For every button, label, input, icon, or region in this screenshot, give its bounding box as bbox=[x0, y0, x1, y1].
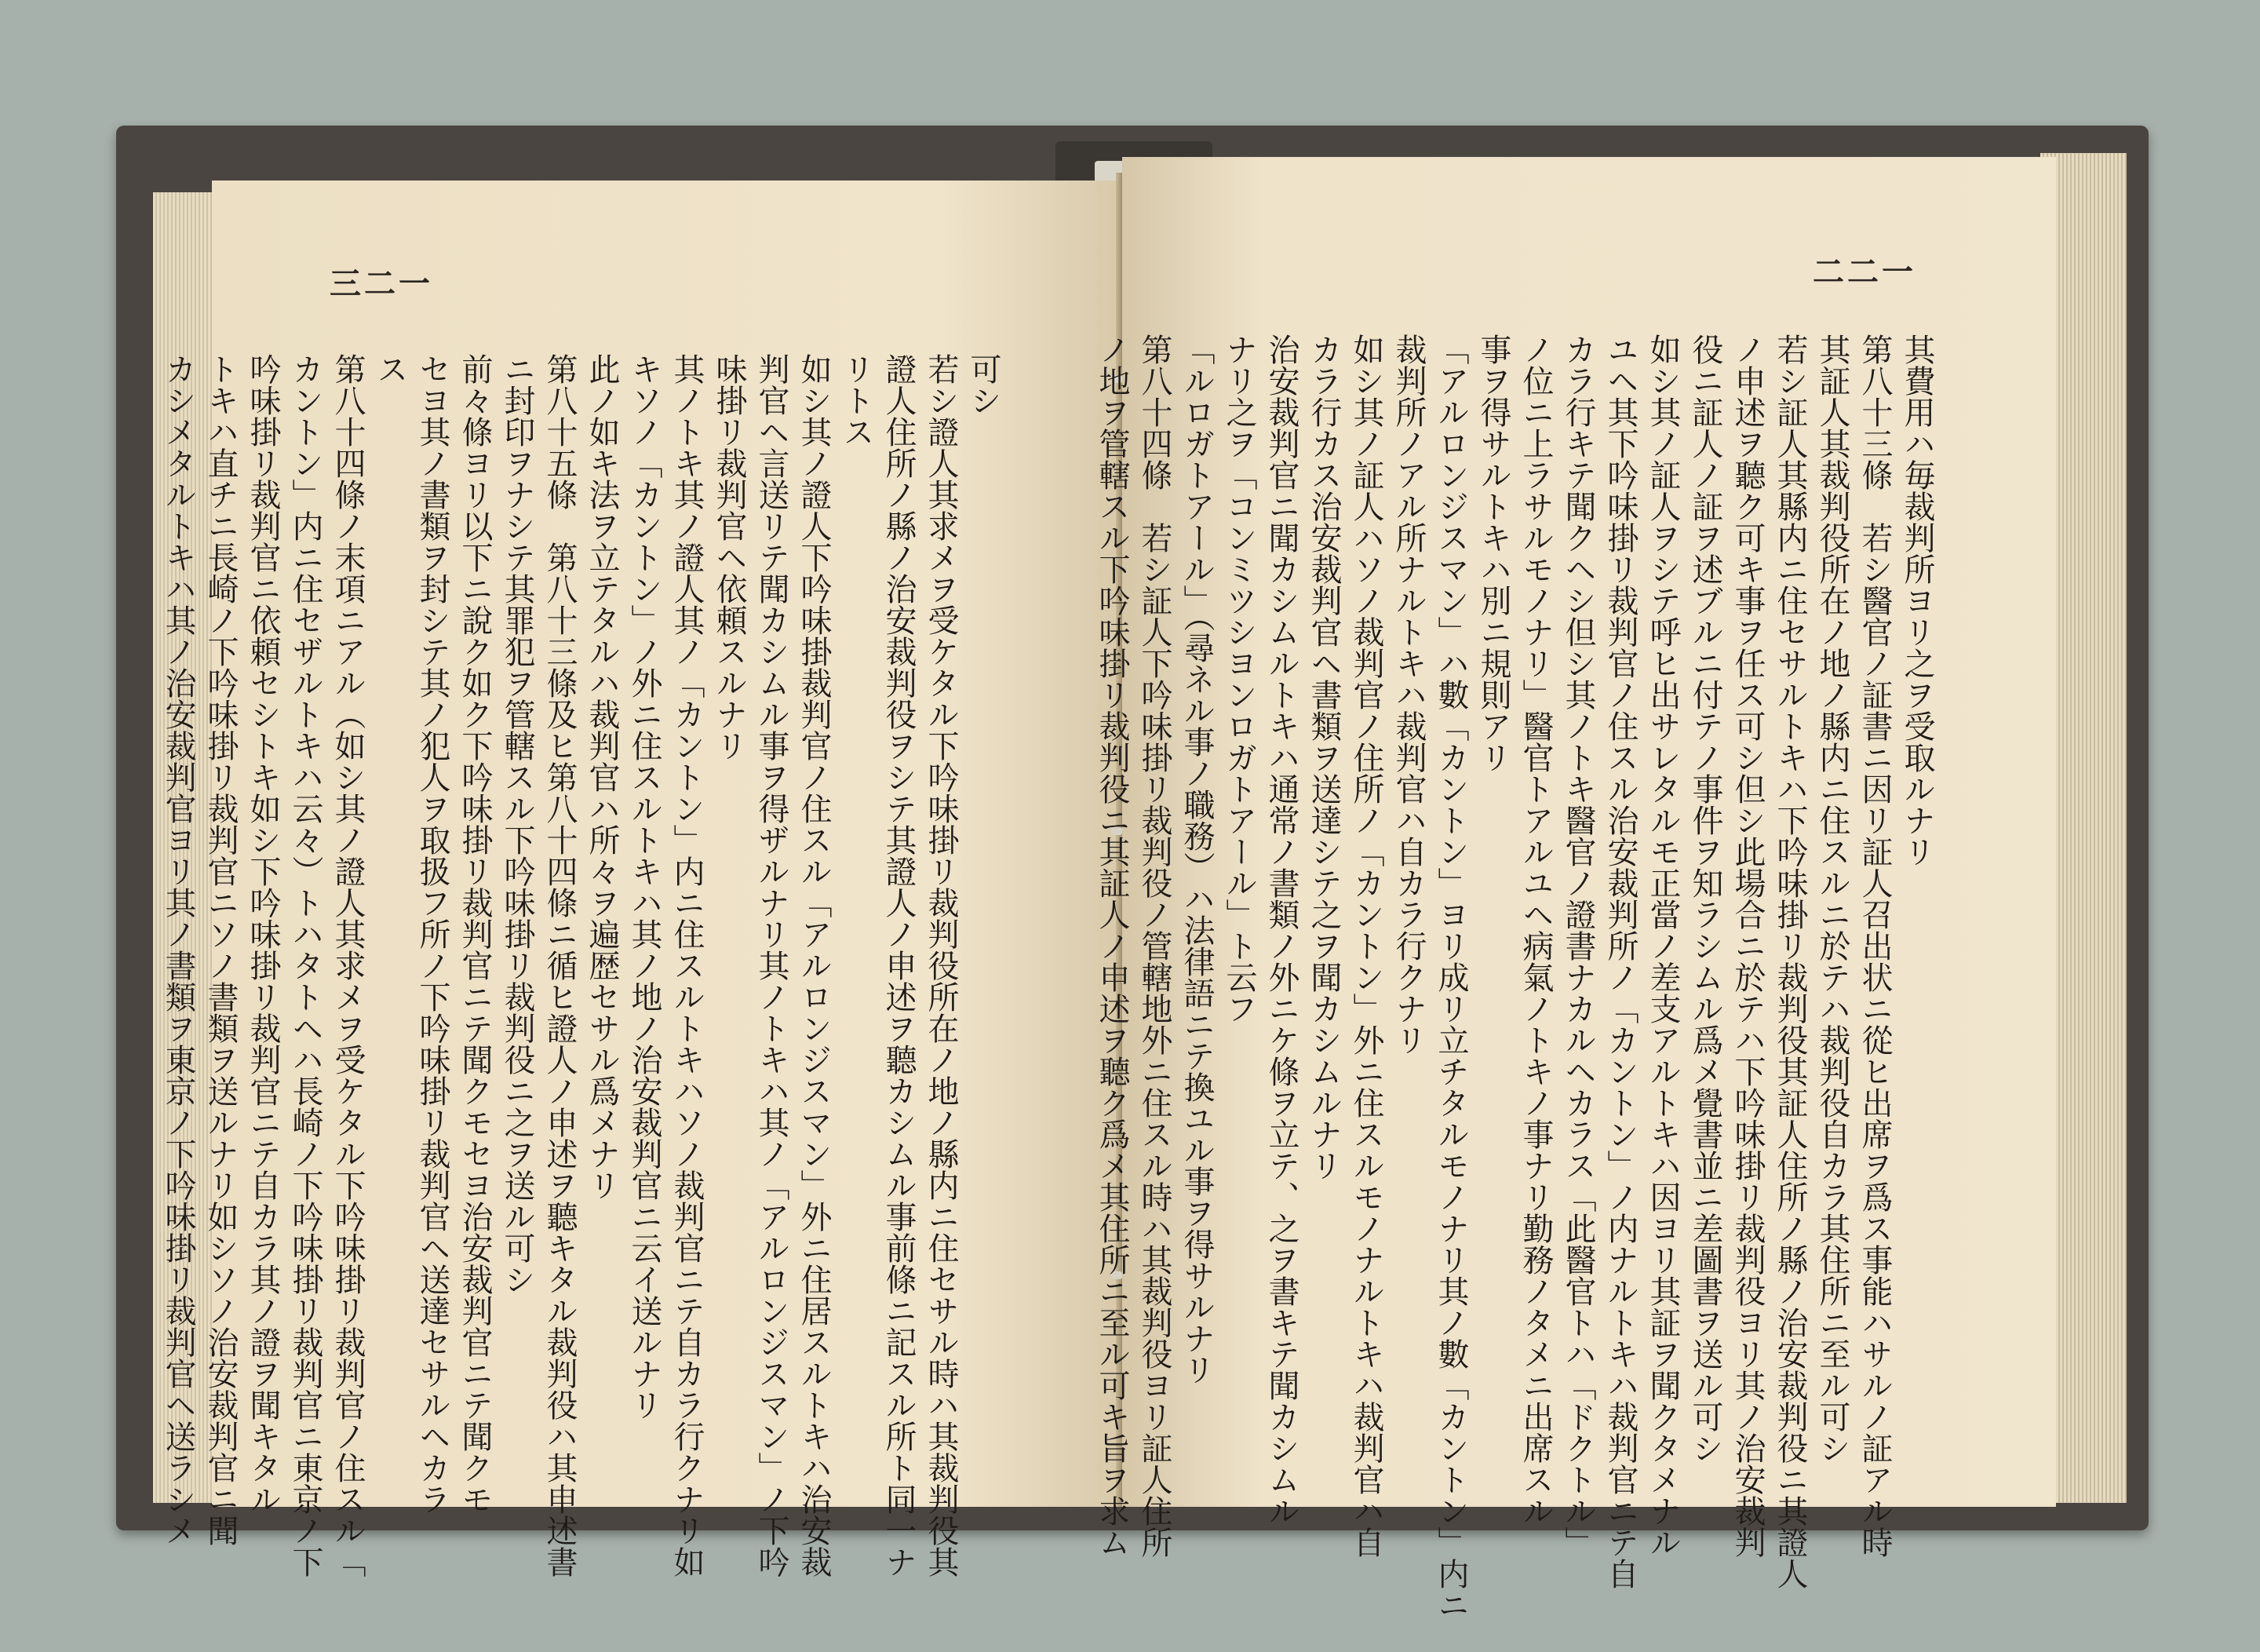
text-column: 裁判所ノアル所ナルトキハ裁判官ハ自カラ行クナリ bbox=[1391, 334, 1427, 1056]
text-column: 證人住所ノ縣ノ治安裁判役ヲシテ其證人ノ申述ヲ聽カシムル事前條ニ記スル所ト同一ナ bbox=[880, 353, 917, 1577]
text-column: 判官ヘ言送リテ聞カシムル事ヲ得ザルナリ其ノトキハ其ノ「アルロンジスマン」ノ下吟 bbox=[753, 353, 789, 1577]
text-column: 其費用ハ毎裁判所ヨリ之ヲ受取ルナリ bbox=[1899, 334, 1935, 867]
text-column: カラ行カス治安裁判官ヘ書類ヲ送達シテ之ヲ聞カシムルナリ bbox=[1306, 334, 1342, 1181]
text-column: セヨ其ノ書類ヲ封シテ其ノ犯人ヲ取扱フ所ノ下吟味掛リ裁判官ヘ送達セサルヘカラ bbox=[414, 353, 450, 1515]
text-column: 第八十四條 若シ証人下吟味掛リ裁判役ノ管轄地外ニ住スル時ハ其裁判役ヨリ証人住所 bbox=[1136, 334, 1172, 1558]
text-column: カシメタルトキハ其ノ治安裁判官ヨリ其ノ書類ヲ東京ノ下吟味掛リ裁判官ヘ送ラシメ bbox=[160, 353, 196, 1546]
text-column: ス bbox=[372, 353, 408, 385]
text-column: 此ノ如キ法ヲ立テタルハ裁判官ハ所々ヲ遍歴セサル爲メナリ bbox=[584, 353, 620, 1201]
text-column: ノ地ヲ管轄スル下吟味掛リ裁判役ニ其証人ノ申述ヲ聽ク爲メ其住所ニ至ル可キ旨ヲ求ム bbox=[1094, 334, 1130, 1558]
text-column: トキハ直チニ長崎ノ下吟味掛リ裁判官ニソノ書類ヲ送ルナリ如シソノ治安裁判官ニ聞 bbox=[202, 353, 239, 1546]
left-page-number: 三二一 bbox=[330, 265, 433, 302]
text-column: カントン」内ニ住セザルトキハ云々）トハタトヘハ長崎ノ下吟味掛リ裁判官ニ東京ノ下 bbox=[287, 353, 323, 1577]
text-column: 事ヲ得サルトキハ別ニ規則アリ bbox=[1475, 334, 1511, 773]
text-column: 前々條ヨリ以下ニ說ク如ク下吟味掛リ裁判官ニテ聞クモセヨ治安裁判官ニテ聞クモ bbox=[457, 353, 493, 1515]
text-column: 如シ其ノ証人ハソノ裁判官ノ住所ノ「カントン」外ニ住スルモノナルトキハ裁判官ハ自 bbox=[1348, 334, 1384, 1558]
text-column: 可シ bbox=[965, 353, 1001, 416]
text-column: 治安裁判官ニ聞カシムルトキハ通常ノ書類ノ外ニケ條ヲ立テ、之ヲ書キテ聞カシムル bbox=[1263, 334, 1300, 1526]
text-column: カラ行キテ聞クヘシ但シ其ノトキ醫官ノ證書ナカルヘカラス「此醫官トハ「ドクトル」 bbox=[1560, 334, 1596, 1558]
text-column: ニ封印ヲナシテ其罪犯ヲ管轄スル下吟味掛リ裁判役ニ之ヲ送ル可シ bbox=[499, 353, 535, 1295]
text-column: ノ位ニ上ラサルモノナリ」醫官トアルユヘ病氣ノトキノ事ナリ勤務ノタメニ出席スル bbox=[1518, 334, 1554, 1526]
text-column: 其ノトキ其ノ證人其ノ「カントン」内ニ住スルトキハソノ裁判官ニテ自カラ行クナリ如 bbox=[669, 353, 705, 1577]
text-column: 其証人其裁判役所在ノ地ノ縣内ニ住スルニ於テハ裁判役自カラ其住所ニ至ル可シ bbox=[1814, 334, 1850, 1464]
text-column: ナリ之ヲ「コンミツシヨンロガトアール」ト云フ bbox=[1221, 334, 1257, 1024]
text-column: 味掛リ裁判官ヘ依頼スルナリ bbox=[711, 353, 747, 761]
text-column: キソノ「カントン」ノ外ニ住スルトキハ其ノ地ノ治安裁判官ニ云イ送ルナリ bbox=[626, 353, 662, 1420]
left-page-text bbox=[157, 353, 1004, 1577]
right-page-text bbox=[1091, 334, 1938, 1621]
text-column: 吟味掛リ裁判官ニ依頼セシトキ如シ下吟味掛リ裁判官ニテ自カラ其ノ證ヲ聞キタル bbox=[245, 353, 281, 1515]
left-page bbox=[160, 181, 1122, 1577]
text-column: 第八十五條 第八十三條及ヒ第八十四條ニ循ヒ證人ノ申述ヲ聽キタル裁判役ハ其申述書 bbox=[541, 353, 578, 1577]
text-column: ノ申述ヲ聽ク可キ事ヲ任ス可シ但シ此場合ニ於テハ下吟味掛リ裁判役ヨリ其ノ治安裁判 bbox=[1730, 334, 1766, 1558]
text-column: 若シ證人其求メヲ受ケタル下吟味掛リ裁判役所在ノ地ノ縣内ニ住セサル時ハ其裁判役其 bbox=[923, 353, 959, 1577]
right-page bbox=[1094, 157, 2056, 1621]
text-column: 「ルロガトアール」（尋ネル事ノ職務）ハ法律語ニテ換ユル事ヲ得サルナリ bbox=[1179, 334, 1215, 1385]
text-column: 役ニ証人ノ証ヲ述ブルニ付テノ事件ヲ知ラシムル爲メ覺書並ニ差圖書ヲ送ル可シ bbox=[1687, 334, 1723, 1464]
text-column: 第八十三條 若シ醫官ノ証書ニ因リ証人召出状ニ從ヒ出席ヲ爲ス事能ハサルノ証アル時 bbox=[1857, 334, 1893, 1558]
text-column: 第八十四條ノ末項ニアル（如シ其ノ證人其求メヲ受ケタル下吟味掛リ裁判官ノ住スル「 bbox=[330, 353, 366, 1577]
right-page-number: 二二一 bbox=[1813, 253, 1916, 290]
text-column: 若シ証人其縣内ニ住セサルトキハ下吟味掛リ裁判役其証人住所ノ縣ノ治安裁判役ニ其證人 bbox=[1772, 334, 1808, 1589]
text-column: 如シ其ノ証人ヲシテ呼ヒ出サレタルモ正當ノ差支アルトキハ因ヨリ其証ヲ聞クタメナル bbox=[1645, 334, 1681, 1558]
text-column: 如シ其ノ證人下吟味掛裁判官ノ住スル「アルロンジスマン」外ニ住居スルトキハ治安裁 bbox=[796, 353, 832, 1577]
text-column: 「アルロンジスマン」ハ數「カントン」ヨリ成リ立チタルモノナリ其ノ數「カントン」内ニ bbox=[1433, 334, 1469, 1621]
text-column: リトス bbox=[838, 353, 874, 447]
text-column: ユヘ其下吟味掛リ裁判官ノ住スル治安裁判所ノ「カントン」ノ内ナルトキハ裁判官ニテ自 bbox=[1602, 334, 1638, 1589]
